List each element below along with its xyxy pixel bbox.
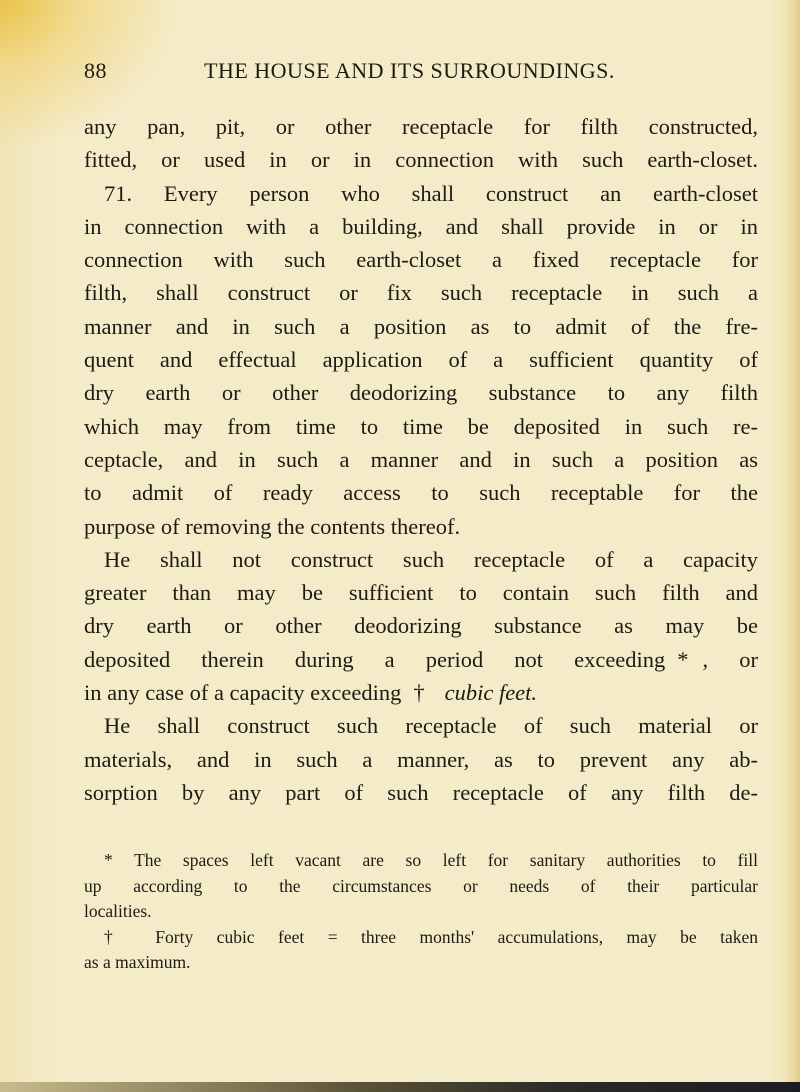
text-fragment: deposited therein during a period not exceeding xyxy=(84,646,666,672)
footnote-line: * The spaces left vacant are so left for sanitary authorities to fill xyxy=(104,850,758,870)
text-line: which may from time to time be deposited in such re- xyxy=(84,413,758,439)
running-title: THE HOUSE AND ITS SURROUNDINGS. xyxy=(204,58,615,83)
page-number: 88 xyxy=(84,58,107,83)
footnote-line: up according to the circumstances or needs of their particular xyxy=(84,875,758,896)
page-bottom-edge xyxy=(0,1082,800,1092)
text-line-with-footnote-mark xyxy=(84,643,758,676)
text-line: greater than may be sufficient to contain such filth and xyxy=(84,580,758,606)
text-fragment: , or xyxy=(702,646,758,672)
text-line: He shall construct such receptacle of such material or xyxy=(104,713,758,739)
text-line-with-footnote-mark xyxy=(84,676,758,709)
text-line: to admit of ready access to such receptable for the xyxy=(84,480,758,506)
text-line: any pan, pit, or other receptacle for filth constructed, xyxy=(84,114,758,139)
text-line: ceptacle, and in such a manner and in such a position as xyxy=(84,446,758,472)
text-fragment: in any case of a capacity exceeding xyxy=(84,680,402,706)
text-line: filth, shall construct or fix such receptacle in such a xyxy=(84,280,758,306)
text-line: 71. Every person who shall construct an earth-closet xyxy=(104,180,758,206)
text-line: in connection with a building, and shall provide in or in xyxy=(84,213,758,239)
text-line: dry earth or other deodorizing substance as may be xyxy=(84,613,758,639)
italic-text: cubic feet. xyxy=(444,680,538,706)
footnote-mark-dagger: † xyxy=(413,680,425,706)
running-header xyxy=(84,58,756,88)
text-line: sorption by any part of such receptacle of any filth de- xyxy=(84,779,758,805)
footnote-line: localities. xyxy=(84,901,152,921)
text-line: fitted, or used in or in connection with such earth-closet. xyxy=(84,147,758,173)
text-line: dry earth or other deodorizing substance to any filth xyxy=(84,380,758,406)
text-line: manner and in such a position as to admit of the fre- xyxy=(84,313,758,339)
body-text xyxy=(84,110,758,809)
text-line: purpose of removing the contents thereof. xyxy=(84,513,461,539)
footnotes xyxy=(84,848,758,976)
text-line: quent and effectual application of a sufficient quantity of xyxy=(84,347,758,373)
page-edge-shading xyxy=(786,0,800,1092)
footnote-mark-asterisk: * xyxy=(677,646,689,672)
text-line: He shall not construct such receptacle of a capacity xyxy=(104,546,758,572)
text-line: connection with such earth-closet a fixed receptacle for xyxy=(84,247,758,273)
footnote-line: † Forty cubic feet = three months' accumulations, may be taken xyxy=(104,926,758,947)
text-line: materials, and in such a manner, as to prevent any ab- xyxy=(84,746,758,772)
footnote-line: as a maximum. xyxy=(84,952,191,972)
